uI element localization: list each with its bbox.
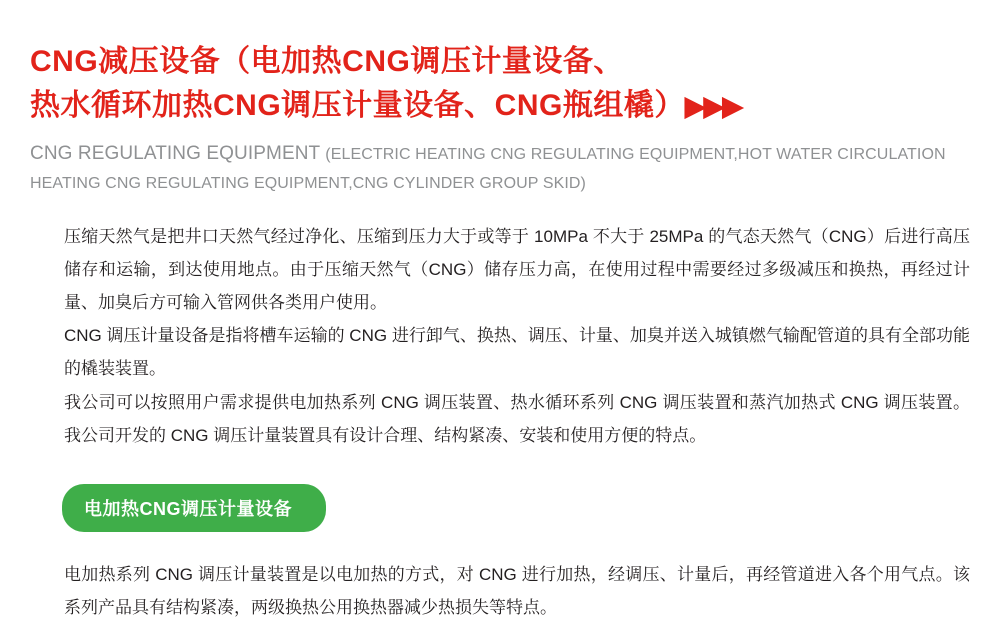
page-title-line-2: 热水循环加热CNG调压计量设备、CNG瓶组橇） [30,88,685,122]
section-body [30,558,970,624]
section-heading-wrap [30,484,970,532]
arrows-icon: ▶▶▶ [684,90,742,121]
title-block [30,40,970,198]
intro-body [30,220,970,452]
subtitle-english [30,139,970,198]
paragraph-1: 压缩天然气是把井口天然气经过净化、压缩到压力大于或等于 10MPa 不大于 25MPa 的气态天然气（CNG）后进行高压储存和运输，到达使用地点。由于压缩天然气（CNG）储存压力高，在使用过程中需要经过多级减压和换热，再经过计量、加臭后方可输入管网供各类用户使用。 [64,226,970,313]
paragraph-2: CNG 调压计量设备是指将槽车运输的 CNG 进行卸气、换热、调压、计量、加臭并送入城镇燃气输配管道的具有全部功能的橇装装置。 [64,326,970,379]
page-title-line-1: CNG减压设备（电加热CNG调压计量设备、 [30,45,624,78]
page-title-line-2-wrap [30,84,970,128]
subtitle-english-main: CNG REGULATING EQUIPMENT [30,143,326,164]
section-heading-badge: 电加热CNG调压计量设备 [62,484,326,532]
page-title [30,40,970,127]
subtitle-english-parenthetical: (ELECTRIC HEATING CNG REGULATING EQUIPMENT,HOT WATER CIRCULATION HEATING CNG REGULATING EQUIPMENT,CNG CYLINDER GROUP SKID) [30,146,946,193]
section-paragraph-1: 电加热系列 CNG 调压计量装置是以电加热的方式，对 CNG 进行加热，经调压、计量后，再经管道进入各个用气点。该系列产品具有结构紧凑，两级换热公用换热器减少热损失等特点。 [64,564,970,617]
paragraph-3: 我公司可以按照用户需求提供电加热系列 CNG 调压装置、热水循环系列 CNG 调压装置和蒸汽加热式 CNG 调压装置。我公司开发的 CNG 调压计量装置具有设计合理、结构紧凑、安装和使用方便的特点。 [64,392,970,445]
